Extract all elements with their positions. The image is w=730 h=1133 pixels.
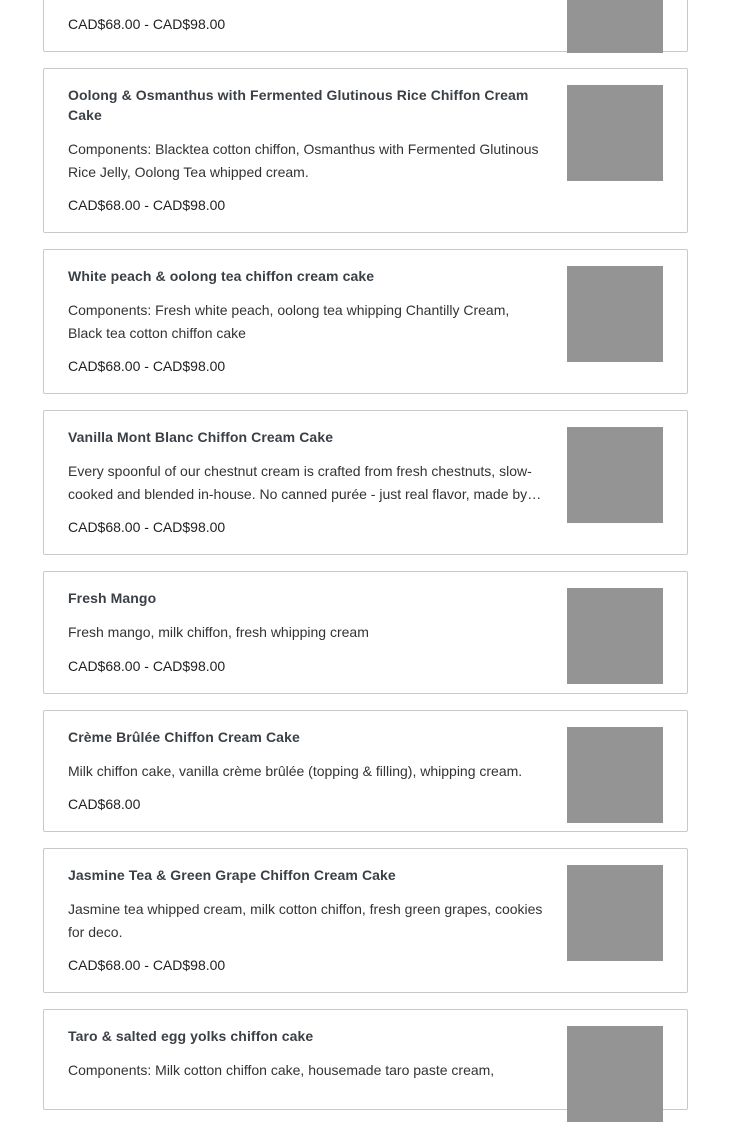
menu-item-card[interactable] [43,848,688,993]
menu-item-list [43,0,688,1126]
menu-item-card[interactable] [43,410,688,555]
menu-item-card[interactable] [43,1009,688,1110]
menu-item-card[interactable] [43,68,688,233]
menu-item-description: Components: Milk cotton chiffon cake, housemade taro paste cream, [68,1062,495,1078]
menu-item-price: CAD$68.00 - CAD$98.00 [68,657,226,674]
menu-item-description: Milk chiffon cake, vanilla crème brûlée (topping & filling), whipping cream. [68,762,523,779]
menu-item-image[interactable] [567,865,663,961]
menu-item-title: Jasmine Tea & Green Grape Chiffon Cream Cake [68,867,396,883]
menu-item-card[interactable] [43,710,688,833]
menu-item-description: Components: Blacktea cotton chiffon, Osmanthus with Fermented Glutinous Rice Jelly, Oolong Tea whipped cream. [68,141,539,180]
menu-item-title: White peach & oolong tea chiffon cream cake [68,268,375,284]
menu-item-description: Every spoonful of our chestnut cream is crafted from fresh chestnuts, slow-cooked and blended in-house. No canned purée - just real flavor, made by [68,463,532,502]
menu-item-image[interactable] [567,85,663,181]
menu-item-price: CAD$68.00 - CAD$98.00 [68,519,226,535]
menu-item-price: CAD$68.00 - CAD$98.00 [68,197,226,213]
menu-item-price: CAD$68.00 - CAD$98.00 [68,957,226,973]
menu-item-card[interactable] [43,0,688,52]
menu-item-description [68,0,547,2]
menu-item-price: CAD$68.00 - CAD$98.00 [68,358,226,374]
menu-item-description: Components: Fresh white peach, oolong tea whipping Chantilly Cream, Black tea cotton chiffon cake [68,302,510,341]
menu-item-image[interactable] [567,588,663,684]
menu-item-image[interactable] [567,727,663,823]
menu-item-title: Fresh Mango [68,590,157,606]
menu-item-image[interactable] [567,1026,663,1122]
menu-item-description: Jasmine tea whipped cream, milk cotton chiffon, fresh green grapes, cookies for deco. [68,901,543,940]
menu-item-image[interactable] [567,0,663,53]
menu-item-price: CAD$68.00 [68,796,141,812]
menu-item-description: Fresh mango, milk chiffon, fresh whipping cream [68,624,369,640]
menu-item-card[interactable] [43,249,688,394]
menu-item-title: Vanilla Mont Blanc Chiffon Cream Cake [68,429,334,445]
menu-item-image[interactable] [567,427,663,523]
menu-item-title: Crème Brûlée Chiffon Cream Cake [68,728,300,745]
menu-item-image[interactable] [567,266,663,362]
menu-item-title: Taro & salted egg yolks chiffon cake [68,1028,314,1044]
menu-item-card[interactable] [43,571,688,694]
menu-item-title: Oolong & Osmanthus with Fermented Glutinous Rice Chiffon Cream Cake [68,87,529,123]
menu-item-price: CAD$68.00 - CAD$98.00 [68,16,226,32]
